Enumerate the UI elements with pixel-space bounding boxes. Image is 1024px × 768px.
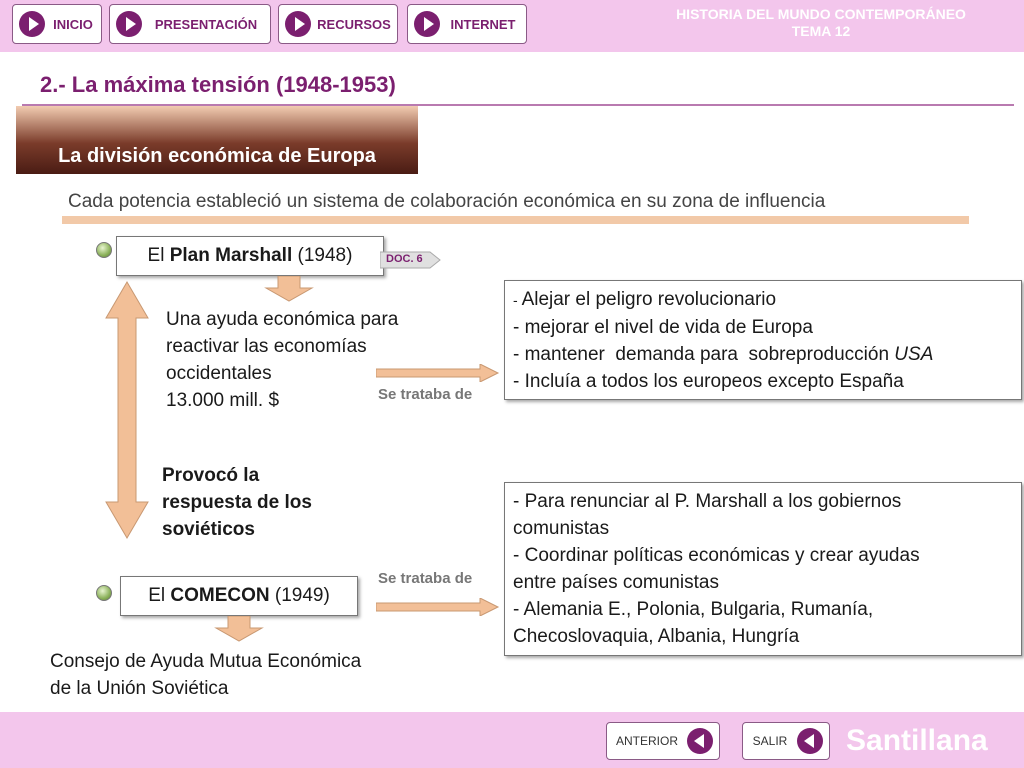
goal-1: Alejar el peligro revolucionario	[521, 289, 777, 310]
list-item: - Coordinar políticas económicas y crear ayudas	[513, 545, 920, 566]
goal-3-italic: USA	[894, 344, 934, 365]
right-arrow-icon	[376, 364, 500, 382]
anterior-label: ANTERIOR	[615, 734, 678, 748]
section-title: La división económica de Europa	[58, 145, 376, 167]
nav-presentacion-label: PRESENTACIÓN	[154, 16, 258, 32]
soviet-response	[162, 462, 312, 543]
goal-3: mantener demanda para sobreproducción	[524, 344, 895, 365]
page-title: 2.- La máxima tensión (1948-1953)	[40, 72, 396, 97]
comecon-arrow-label: Se trataba de	[378, 570, 473, 587]
marshall-name: Plan Marshall	[169, 245, 293, 266]
goal-4: Incluía a todos los europeos excepto España	[524, 371, 904, 392]
comecon-goals-box	[504, 482, 1022, 656]
lead-text: Cada potencia estableció un sistema de colaboración económica en su zona de influencia	[68, 191, 826, 212]
double-arrow-icon	[104, 280, 150, 540]
list-item: - mejorar el nivel de vida de Europa	[513, 317, 813, 338]
nav-inicio-button[interactable]	[12, 4, 102, 44]
bullet-icon	[96, 242, 112, 258]
publisher-logo: Santillana	[846, 724, 988, 757]
comecon-desc-line-1: Consejo de Ayuda Mutua Económica	[50, 651, 362, 672]
response-line-3: soviéticos	[162, 519, 255, 540]
salir-label: SALIR	[752, 734, 788, 748]
list-item: - mantener demanda para sobreproducción USA	[513, 344, 934, 365]
comecon-name: COMECON	[170, 585, 270, 606]
nav-internet-label: INTERNET	[450, 16, 516, 32]
bullet-icon	[96, 585, 112, 601]
comecon-description	[50, 648, 361, 702]
play-icon	[116, 11, 142, 37]
down-arrow-icon	[214, 616, 264, 642]
response-line-2: respuesta de los	[162, 492, 312, 513]
play-icon	[19, 11, 45, 37]
down-arrow-icon	[264, 276, 314, 302]
play-icon	[285, 11, 311, 37]
back-arrow-icon	[687, 728, 713, 754]
list-item: - Para renunciar al P. Marshall a los gobiernos	[513, 491, 902, 512]
comecon-desc-line-2: de la Unión Soviética	[50, 678, 229, 699]
nav-inicio-label: INICIO	[53, 16, 93, 32]
comecon-prefix: El	[148, 585, 171, 606]
section-banner	[16, 106, 418, 174]
nav-presentacion-button[interactable]	[109, 4, 271, 44]
marshall-goals-box	[504, 280, 1022, 400]
doc-6-label: DOC. 6	[386, 253, 423, 265]
list-item: Checoslovaquia, Albania, Hungría	[513, 626, 800, 647]
course-topic: TEMA 12	[791, 23, 851, 39]
nav-recursos-label: RECURSOS	[317, 16, 391, 32]
marshall-arrow-label: Se trataba de	[378, 386, 473, 403]
salir-button[interactable]	[742, 722, 830, 760]
comecon-year: (1949)	[269, 585, 330, 606]
course-title: HISTORIA DEL MUNDO CONTEMPORÁNEO	[676, 6, 966, 22]
plan-marshall-box	[116, 236, 384, 276]
goal-2: mejorar el nivel de vida de Europa	[524, 317, 813, 338]
course-header	[636, 6, 1006, 40]
right-arrow-icon	[376, 598, 500, 616]
comecon-box	[120, 576, 358, 616]
marshall-desc-line-4: 13.000 mill. $	[166, 390, 280, 411]
list-item: - Alemania E., Polonia, Bulgaria, Rumanía,	[513, 599, 874, 620]
marshall-desc-line-3: occidentales	[166, 363, 272, 384]
back-arrow-icon	[797, 728, 823, 754]
nav-internet-button[interactable]	[407, 4, 527, 44]
anterior-button[interactable]	[606, 722, 720, 760]
marshall-desc-line-1: Una ayuda económica para	[166, 309, 399, 330]
response-line-1: Provocó la	[162, 465, 260, 486]
list-item: - Incluía a todos los europeos excepto España	[513, 371, 904, 392]
doc-6-link[interactable]	[380, 250, 442, 270]
marshall-desc-line-2: reactivar las economías	[166, 336, 367, 357]
marshall-prefix: El	[147, 245, 170, 266]
list-item: entre países comunistas	[513, 572, 719, 593]
list-item: - Alejar el peligro revolucionario	[513, 289, 777, 310]
play-icon	[414, 11, 440, 37]
list-item: comunistas	[513, 518, 610, 539]
marshall-description	[166, 306, 398, 414]
nav-recursos-button[interactable]	[278, 4, 398, 44]
marshall-year: (1948)	[292, 245, 353, 266]
lead-underline	[62, 216, 969, 224]
